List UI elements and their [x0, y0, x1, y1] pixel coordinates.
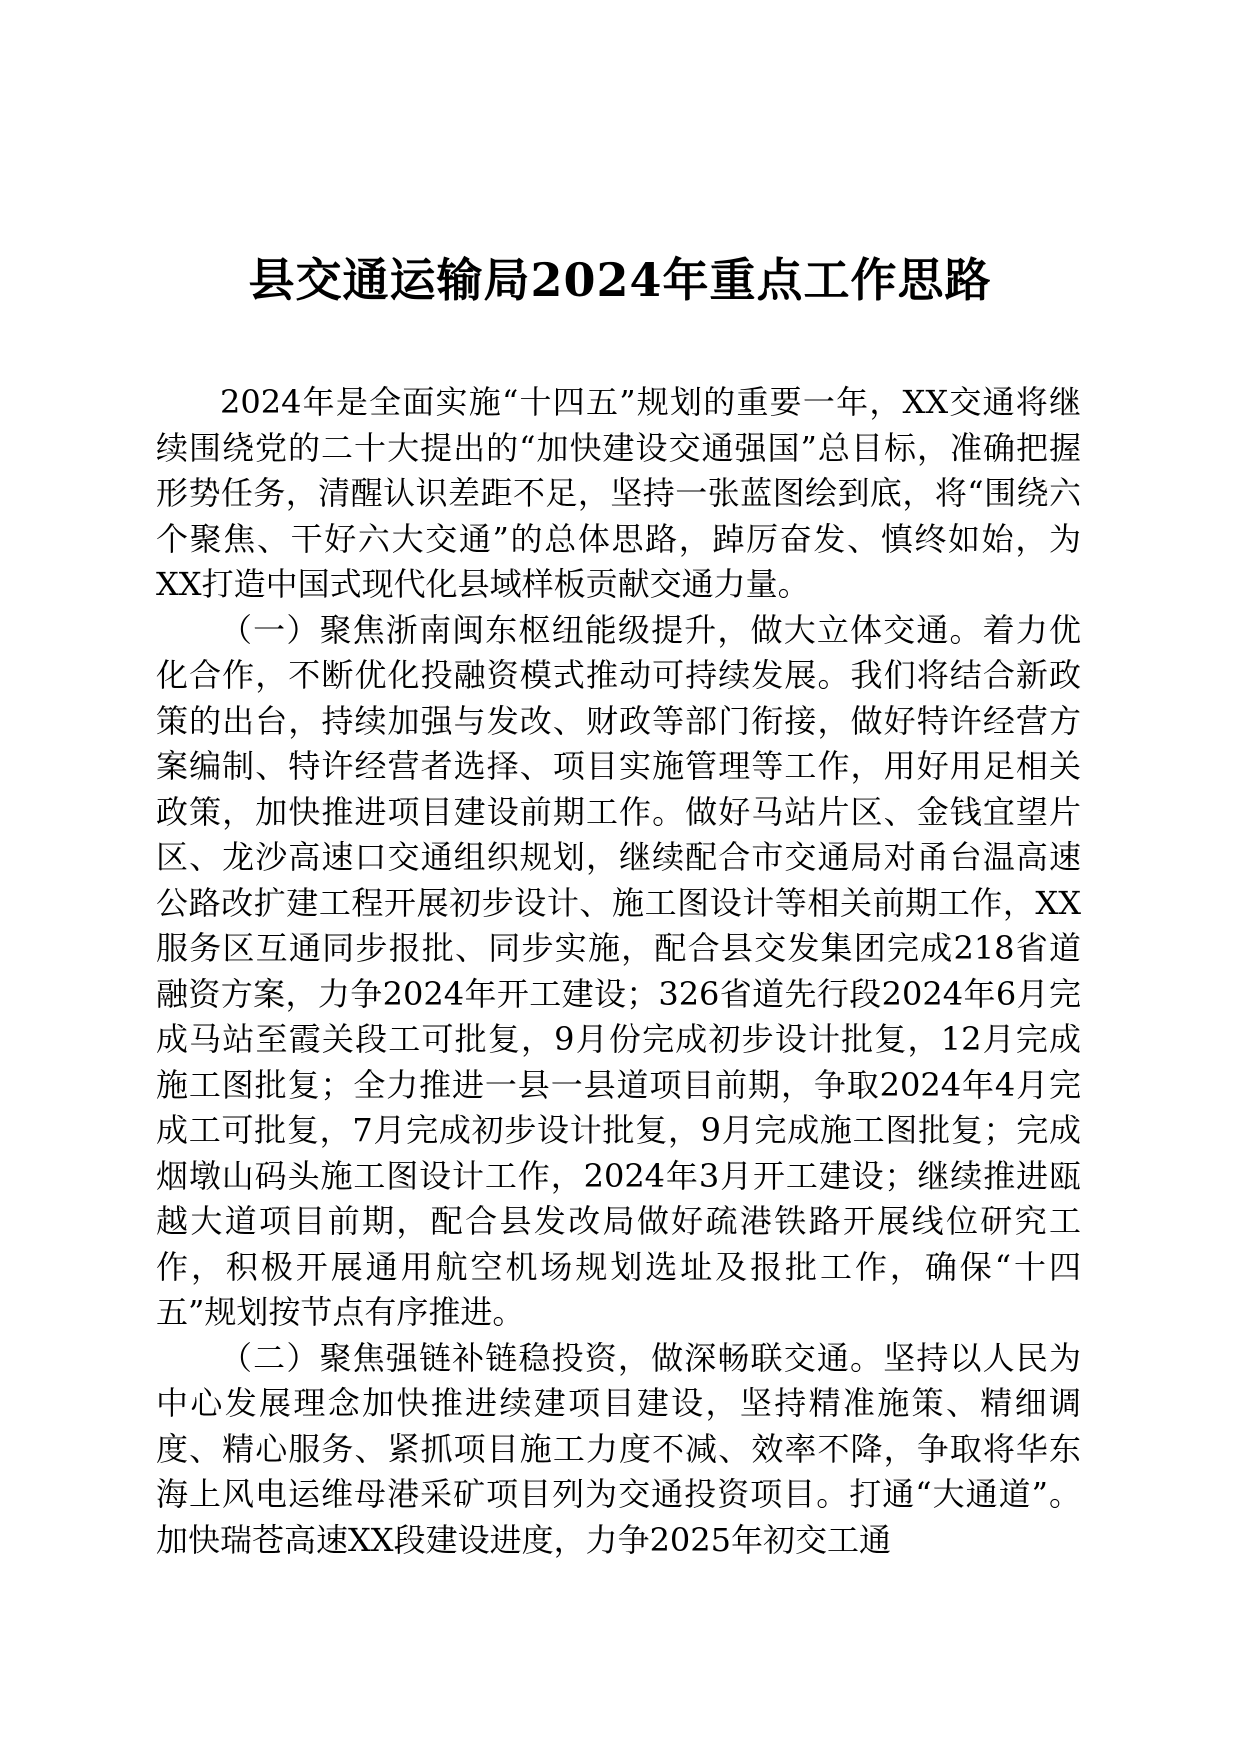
paragraph-heading: （一）聚焦浙南闽东枢纽能级提升，做大立体交通。 [220, 610, 983, 649]
paragraph-section-2 [156, 1336, 1081, 1564]
paragraph-intro [156, 380, 1081, 608]
paragraph-section-1 [156, 608, 1081, 1336]
paragraph-text: 坚持以人民为中心发展理念加快推进续建项目建设，坚持精准施策、精细调度、精心服务、紧抓项目施工力度不减、效率不降，争取将华东海上风电运维母港采矿项目列为交通投资项目。打通“大通道”。加快瑞苍高速XX段建设进度，力争2025年初交工通 [156, 1338, 1081, 1559]
paragraph-heading: （二）聚焦强链补链稳投资，做深畅联交通。 [220, 1338, 884, 1377]
document-title: 县交通运输局2024年重点工作思路 [248, 253, 992, 307]
document-body [156, 380, 1081, 1563]
paragraph-text: 2024年是全面实施“十四五”规划的重要一年，XX交通将继续围绕党的二十大提出的“加快建设交通强国”总目标，准确把握形势任务，清醒认识差距不足，坚持一张蓝图绘到底，将“围绕六个聚焦、干好六大交通”的总体思路，踔厉奋发、慎终如始，为XX打造中国式现代化县域样板贡献交通力量。 [156, 383, 1081, 603]
paragraph-text: 着力优化合作，不断优化投融资模式推动可持续发展。我们将结合新政策的出台，持续加强与发改、财政等部门衔接，做好特许经营方案编制、特许经营者选择、项目实施管理等工作，用好用足相关政策，加快推进项目建设前期工作。做好马站片区、金钱宜望片区、龙沙高速口交通组织规划，继续配合市交通局对甬台温高速公路改扩建工程开展初步设计、施工图设计等相关前期工作，XX服务区互通同步报批、同步实施，配合县交发集团完成218省道融资方案，力争2024年开工建设；326省道先行段2024年6月完成马站至霞关段工可批复，9月份完成初步设计批复，12月完成施工图批复；全力推进一县一县道项目前期，争取2024年4月完成工可批复，7月完成初步设计批复，9月完成施工图批复；完成烟墩山码头施工图设计工作，2024年3月开工建设；继续推进瓯越大道项目前期，配合县发改局做好疏港铁路开展线位研究工作，积极开展通用航空机场规划选址及报批工作，确保“十四五”规划按节点有序推进。 [156, 610, 1081, 1331]
